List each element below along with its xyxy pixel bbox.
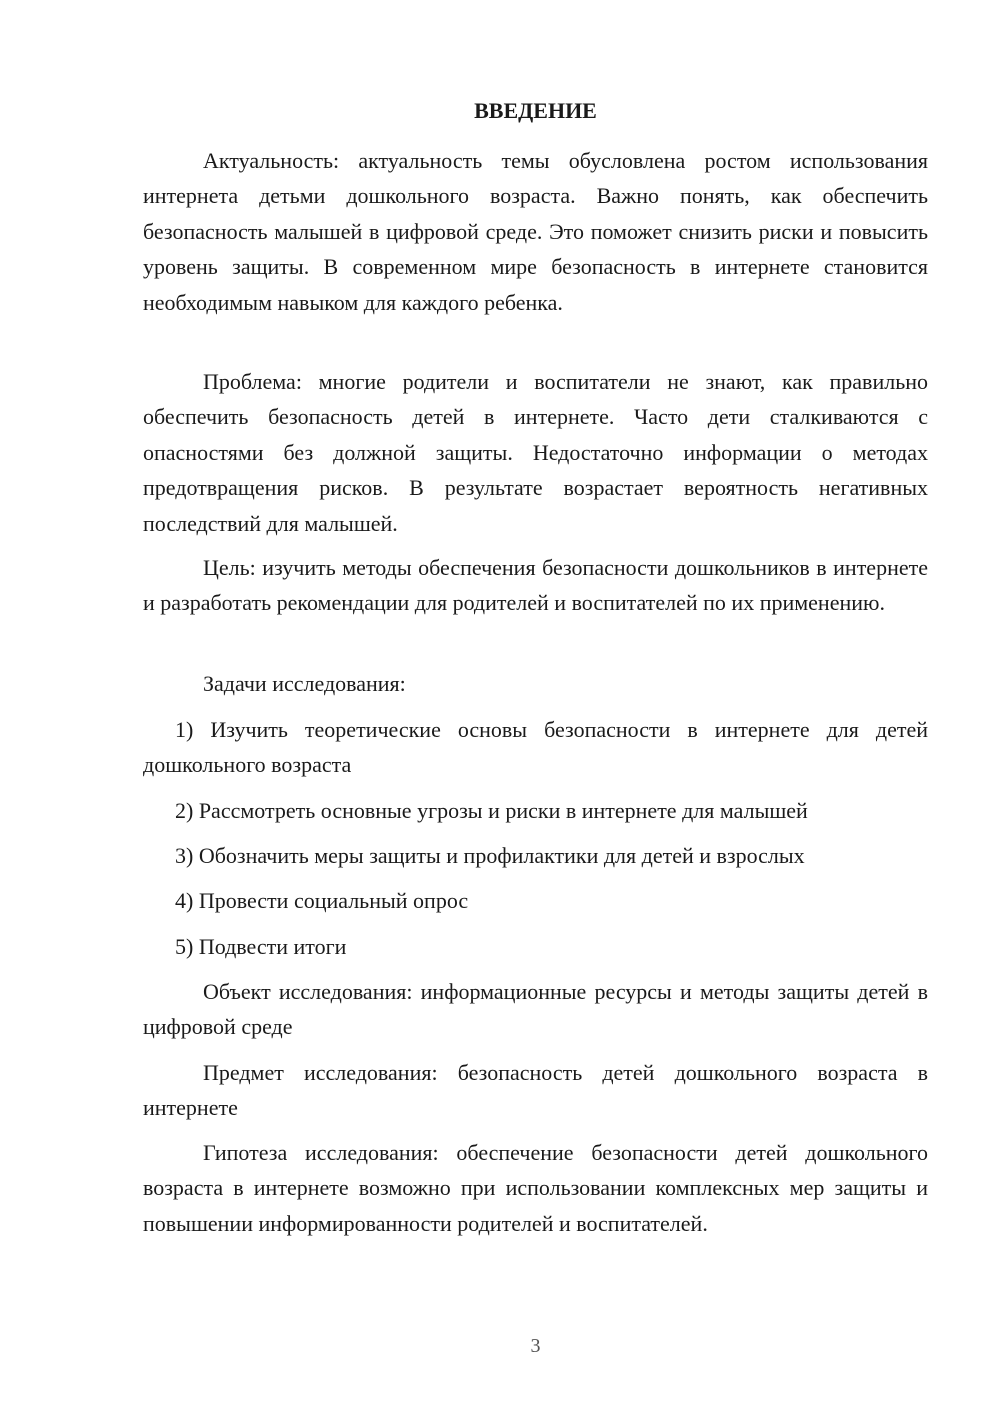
page-number: 3 [530, 1335, 541, 1357]
list-item: 5) Подвести итоги [175, 934, 347, 959]
list-item: 4) Провести социальный опрос [175, 888, 469, 913]
paragraph-relevance: Актуальность: актуальность темы обусловлена ростом использования интернета детьми дошкольного возраста. Важно понять, как обеспечить безопасность малышей в цифровой среде. Это поможет снизить риски и повысить уровень защиты. В современном мире безопасность в интернете становится необходимым навыком для каждого ребенка. [143, 148, 928, 315]
paragraph-object: Объект исследования: информационные ресурсы и методы защиты детей в цифровой среде [143, 979, 928, 1040]
paragraph-hypothesis: Гипотеза исследования: обеспечение безопасности детей дошкольного возраста в интернете возможно при использовании комплексных мер защиты и повышении информированности родителей и воспитателей. [143, 1140, 928, 1236]
page-title: ВВЕДЕНИЕ [474, 98, 597, 123]
list-item: 1) Изучить теоретические основы безопасности в интернете для детей дошкольного возраста [143, 717, 928, 778]
list-item: 3) Обозначить меры защиты и профилактики для детей и взрослых [175, 843, 805, 868]
list-item: 2) Рассмотреть основные угрозы и риски в интернете для малышей [175, 798, 808, 823]
paragraph-subject: Предмет исследования: безопасность детей дошкольного возраста в интернете [143, 1060, 928, 1121]
paragraph-problem: Проблема: многие родители и воспитатели не знают, как правильно обеспечить безопасность детей в интернете. Часто дети сталкиваются с опасностями без должной защиты. Недостаточно информации о методах предотвращения рисков. В результате возрастает вероятность негативных последствий для малышей. [143, 369, 928, 536]
paragraph-goal: Цель: изучить методы обеспечения безопасности дошкольников в интернете и разработать рекомендации для родителей и воспитателей по их применению. [143, 555, 928, 616]
tasks-title: Задачи исследования: [203, 671, 406, 696]
